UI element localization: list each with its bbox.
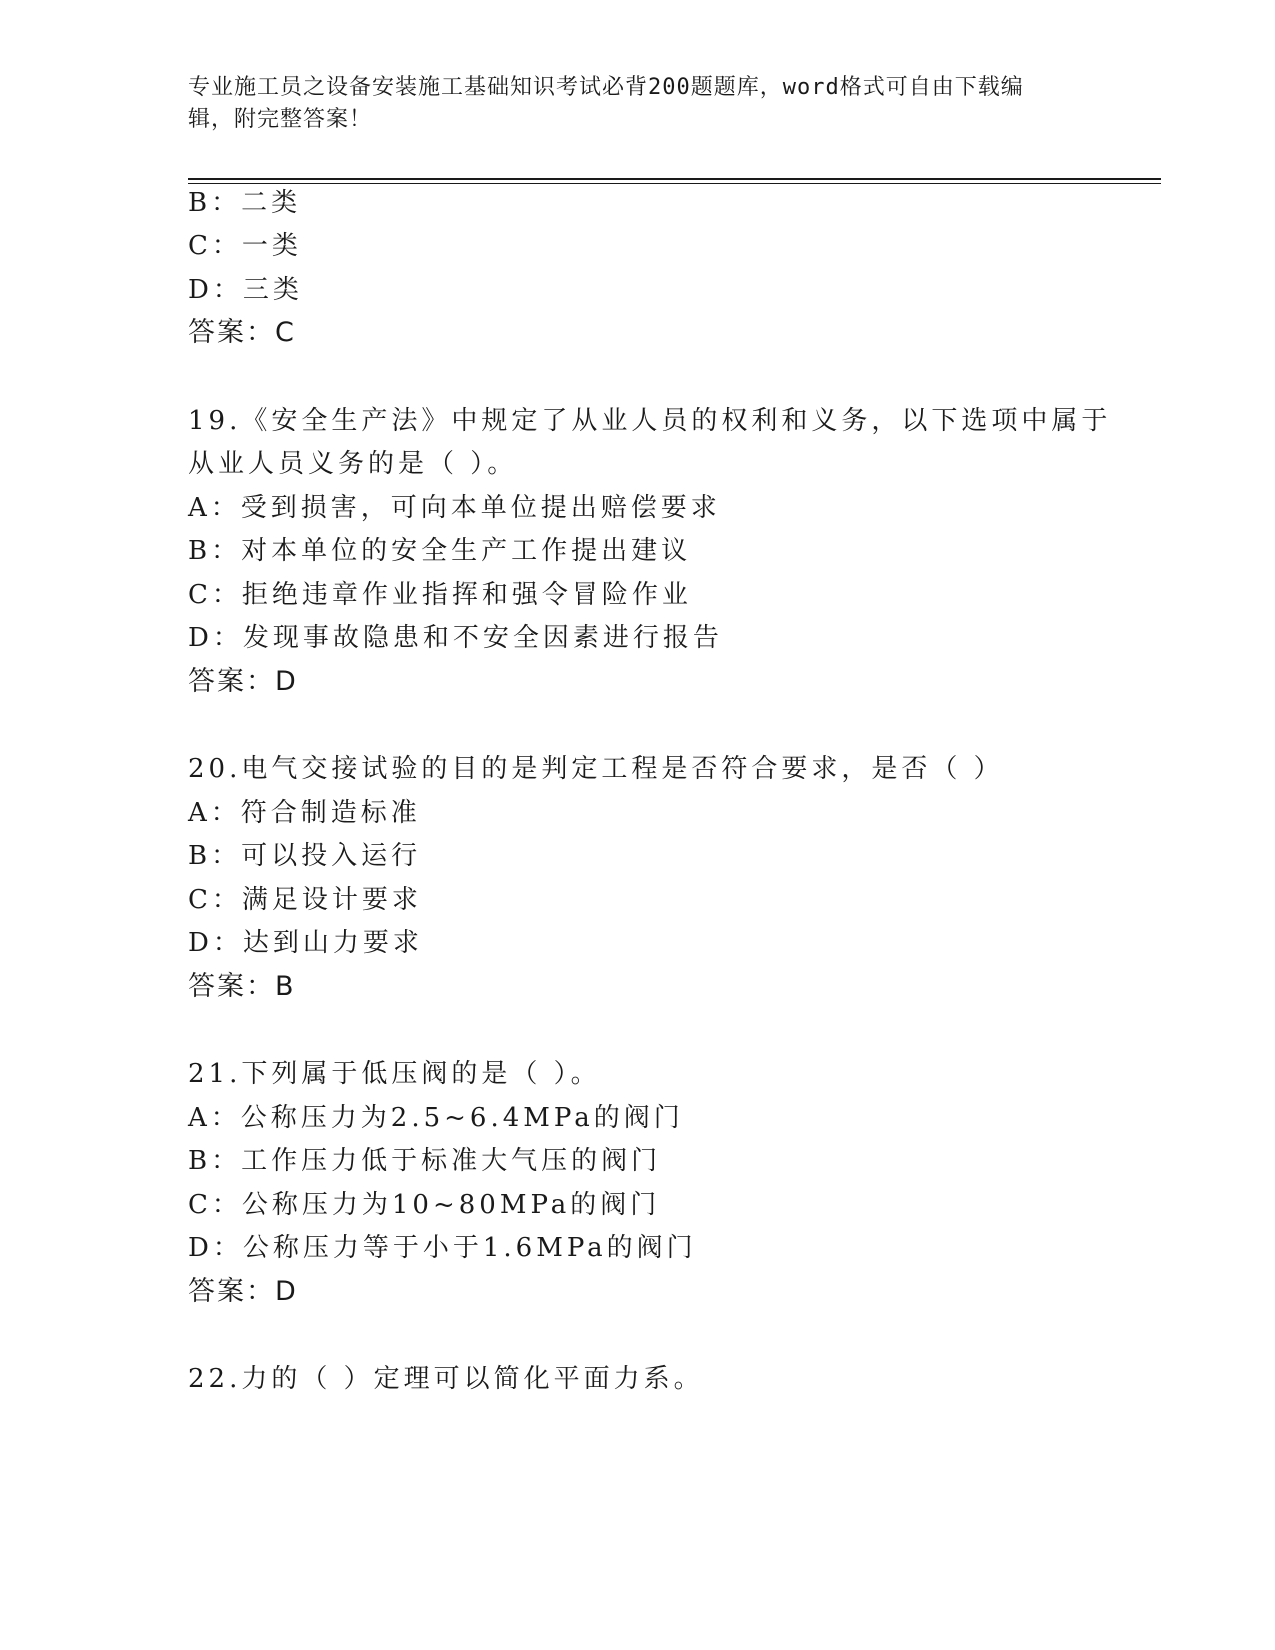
question-stem: 19.《安全生产法》中规定了从业人员的权利和义务，以下选项中属于 bbox=[188, 406, 1112, 436]
option-d: D：达到山力要求 bbox=[188, 928, 423, 958]
header-divider-thin bbox=[188, 183, 1161, 184]
question-stem: 21.下列属于低压阀的是（ ）。 bbox=[188, 1059, 601, 1089]
option-d: D：公称压力等于小于1.6MPa的阀门 bbox=[188, 1233, 697, 1263]
option-d: D：发现事故隐患和不安全因素进行报告 bbox=[188, 623, 723, 653]
option-a: A：公称压力为2.5~6.4MPa的阀门 bbox=[188, 1103, 684, 1133]
header-divider bbox=[188, 178, 1161, 180]
question-stem: 20.电气交接试验的目的是判定工程是否符合要求，是否（ ） bbox=[188, 754, 1004, 784]
option-a: A：符合制造标准 bbox=[188, 798, 421, 828]
option-c: C：满足设计要求 bbox=[188, 885, 422, 915]
option-b: B：工作压力低于标准大气压的阀门 bbox=[188, 1146, 662, 1176]
answer: 答案：B bbox=[188, 971, 296, 1002]
option-c: C：公称压力为10~80MPa的阀门 bbox=[188, 1190, 661, 1220]
question-stem-continued: 从业人员义务的是（ ）。 bbox=[188, 449, 518, 479]
option-b: B：可以投入运行 bbox=[188, 841, 422, 871]
answer: 答案：D bbox=[188, 1276, 298, 1307]
question-stem: 22.力的（ ）定理可以简化平面力系。 bbox=[188, 1364, 704, 1394]
option-b: B：对本单位的安全生产工作提出建议 bbox=[188, 536, 692, 566]
option-b: B：二类 bbox=[188, 188, 302, 218]
answer: 答案：D bbox=[188, 666, 298, 697]
option-d: D：三类 bbox=[188, 275, 303, 305]
option-c: C：一类 bbox=[188, 231, 302, 261]
option-c: C：拒绝违章作业指挥和强令冒险作业 bbox=[188, 580, 692, 610]
document-header: 专业施工员之设备安装施工基础知识考试必背200题题库，word格式可自由下载编辑，附完整答案！ bbox=[188, 75, 1024, 132]
option-a: A：受到损害，可向本单位提出赔偿要求 bbox=[188, 493, 721, 523]
answer: 答案：C bbox=[188, 317, 296, 348]
